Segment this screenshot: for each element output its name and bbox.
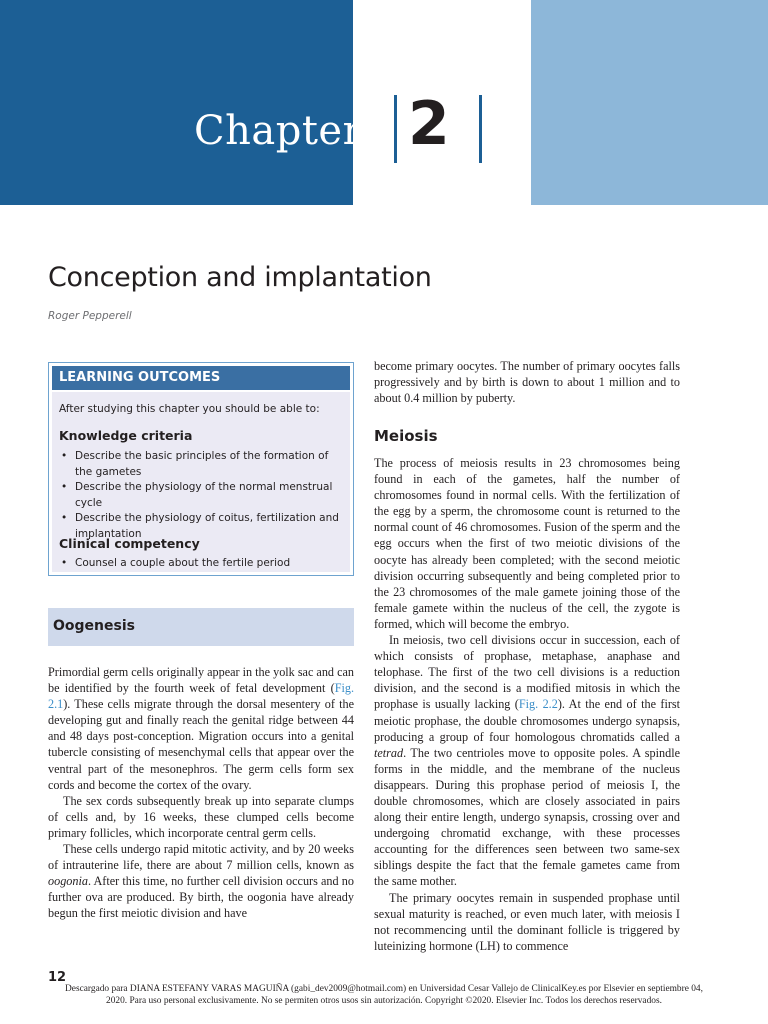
chapter-bar-right (479, 95, 482, 163)
text-span: These cells undergo rapid mitotic activity, and by 20 weeks of intrauterine life, there are about 7 million cells, known as (48, 842, 354, 873)
emphasis: tetrad (374, 745, 404, 760)
knowledge-criteria-heading: Knowledge criteria (59, 428, 193, 443)
clinical-competency-list (59, 556, 339, 572)
text-span: ). At the end of the first meiotic prophase, the double chromosomes undergo synapsis, producing a group of four homologous chromatids called a (374, 697, 681, 744)
emphasis: oogonia (48, 874, 88, 889)
list-item: • Describe the physiology of the normal menstrual cycle (59, 480, 339, 511)
learning-outcomes-box (48, 362, 354, 576)
chapter-label: Chapter (194, 108, 363, 154)
download-footer (20, 983, 748, 1007)
text-span: . After this time, no further cell division occurs and no further ova are produced. By birth, the oogonia have already begun the first meiotic division and have (48, 874, 354, 921)
learning-outcomes-intro: After studying this chapter you should be able to: (59, 403, 320, 415)
page-number: 12 (48, 970, 67, 985)
chapter-bar-left (394, 95, 397, 163)
footer-line: 2020. Para uso personal exclusivamente. No se permiten otros usos sin autorización. Copyright ©2020. Elsevier Inc. Todos los derechos reservados. (106, 996, 662, 1006)
paragraph: The primary oocytes remain in suspended prophase until sexual maturity is reached, or even much later, with meiosis I not recommencing until the dominant follicle is triggered by luteinizing hormone (LH) to commence (374, 890, 680, 953)
text-span: . The two centrioles move to opposite poles. A spindle forms in the middle, and the membrane of the nucleus disappears. During this prophase period of meiosis I, the double chromosomes, which are closely associated in pairs along their entire length, undergo synapsis, crossing over and undergoing chromatid exchange, with these processes accounting for the differences seen between two same-sex siblings despite the fact that the female gametes came from the same mother. (374, 745, 680, 889)
chapter-banner-light (531, 0, 768, 205)
chapter-author: Roger Pepperell (48, 310, 132, 322)
oogenesis-heading: Oogenesis (53, 618, 135, 634)
list-item: • Counsel a couple about the fertile period (59, 556, 339, 572)
paragraph (374, 632, 680, 890)
paragraph (48, 664, 354, 793)
knowledge-criteria-list (59, 449, 339, 542)
oogenesis-continuation (374, 358, 680, 406)
meiosis-heading: Meiosis (374, 427, 438, 445)
figure-link-2-1[interactable]: Fig. 2.1 (48, 681, 354, 712)
paragraph: The sex cords subsequently break up into separate clumps of cells and, by 16 weeks, these clumped cells become primary follicles, which incorporate central germ cells. (48, 793, 354, 840)
paragraph (48, 841, 354, 921)
list-item: • Describe the physiology of coitus, fertilization and implantation (59, 511, 339, 542)
figure-link-2-2[interactable]: Fig. 2.2 (518, 697, 558, 712)
meiosis-text (374, 455, 680, 954)
oogenesis-heading-bar (48, 608, 354, 646)
oogenesis-text (48, 664, 354, 922)
list-item: • Describe the basic principles of the formation of the gametes (59, 449, 339, 480)
text-span: Primordial germ cells originally appear in the yolk sac and can be identified by the fourth week of fetal development ( (48, 665, 354, 696)
text-span: ). These cells migrate through the dorsal mesentery of the developing gut and finally reach the genital ridge between 44 and 48 days post-conception. Migration occurs into a genital tubercle consisting of mesenchymal cells that appear over the ventral part of the mesonephros. The germ cells form sex cords and become the cortex of the ovary. (48, 697, 354, 792)
footer-line: Descargado para DIANA ESTEFANY VARAS MAGUIÑA (gabi_dev2009@hotmail.com) en Universidad Cesar Vallejo de ClinicalKey.es por Elsevier en septiembre 04, (65, 984, 703, 994)
learning-outcomes-body (52, 392, 350, 572)
chapter-banner-dark (0, 0, 353, 205)
learning-outcomes-heading: LEARNING OUTCOMES (52, 366, 350, 390)
chapter-title: Conception and implantation (48, 262, 432, 293)
clinical-competency-heading: Clinical competency (59, 536, 200, 551)
paragraph: The process of meiosis results in 23 chromosomes being found in each of the gametes, half the number of chromosomes found in normal cells. With the fertilization of the egg by a sperm, the chromosome count is returned to the normal count of 46 chromosomes. Fusion of the sperm and the egg occurs when the first of two meiotic divisions of the oocyte has already been completed; with the second meiotic division occurring subsequently and being completed prior to the 23 chromosomes of the male gamete joining those of the female gamete within the nucleus of the cell, the zygote is formed, which will become the embryo. (374, 456, 680, 631)
text-span: In meiosis, two cell divisions occur in succession, each of which consists of prophase, metaphase, anaphase and telophase. The first of the two cell divisions is a reduction division, and the second is a modified mitosis in which the prophase is usually lacking ( (374, 633, 680, 712)
paragraph: become primary oocytes. The number of primary oocytes falls progressively and by birth is down to about 1 million and to about 0.4 million by puberty. (374, 359, 680, 406)
chapter-number: 2 (408, 89, 450, 159)
